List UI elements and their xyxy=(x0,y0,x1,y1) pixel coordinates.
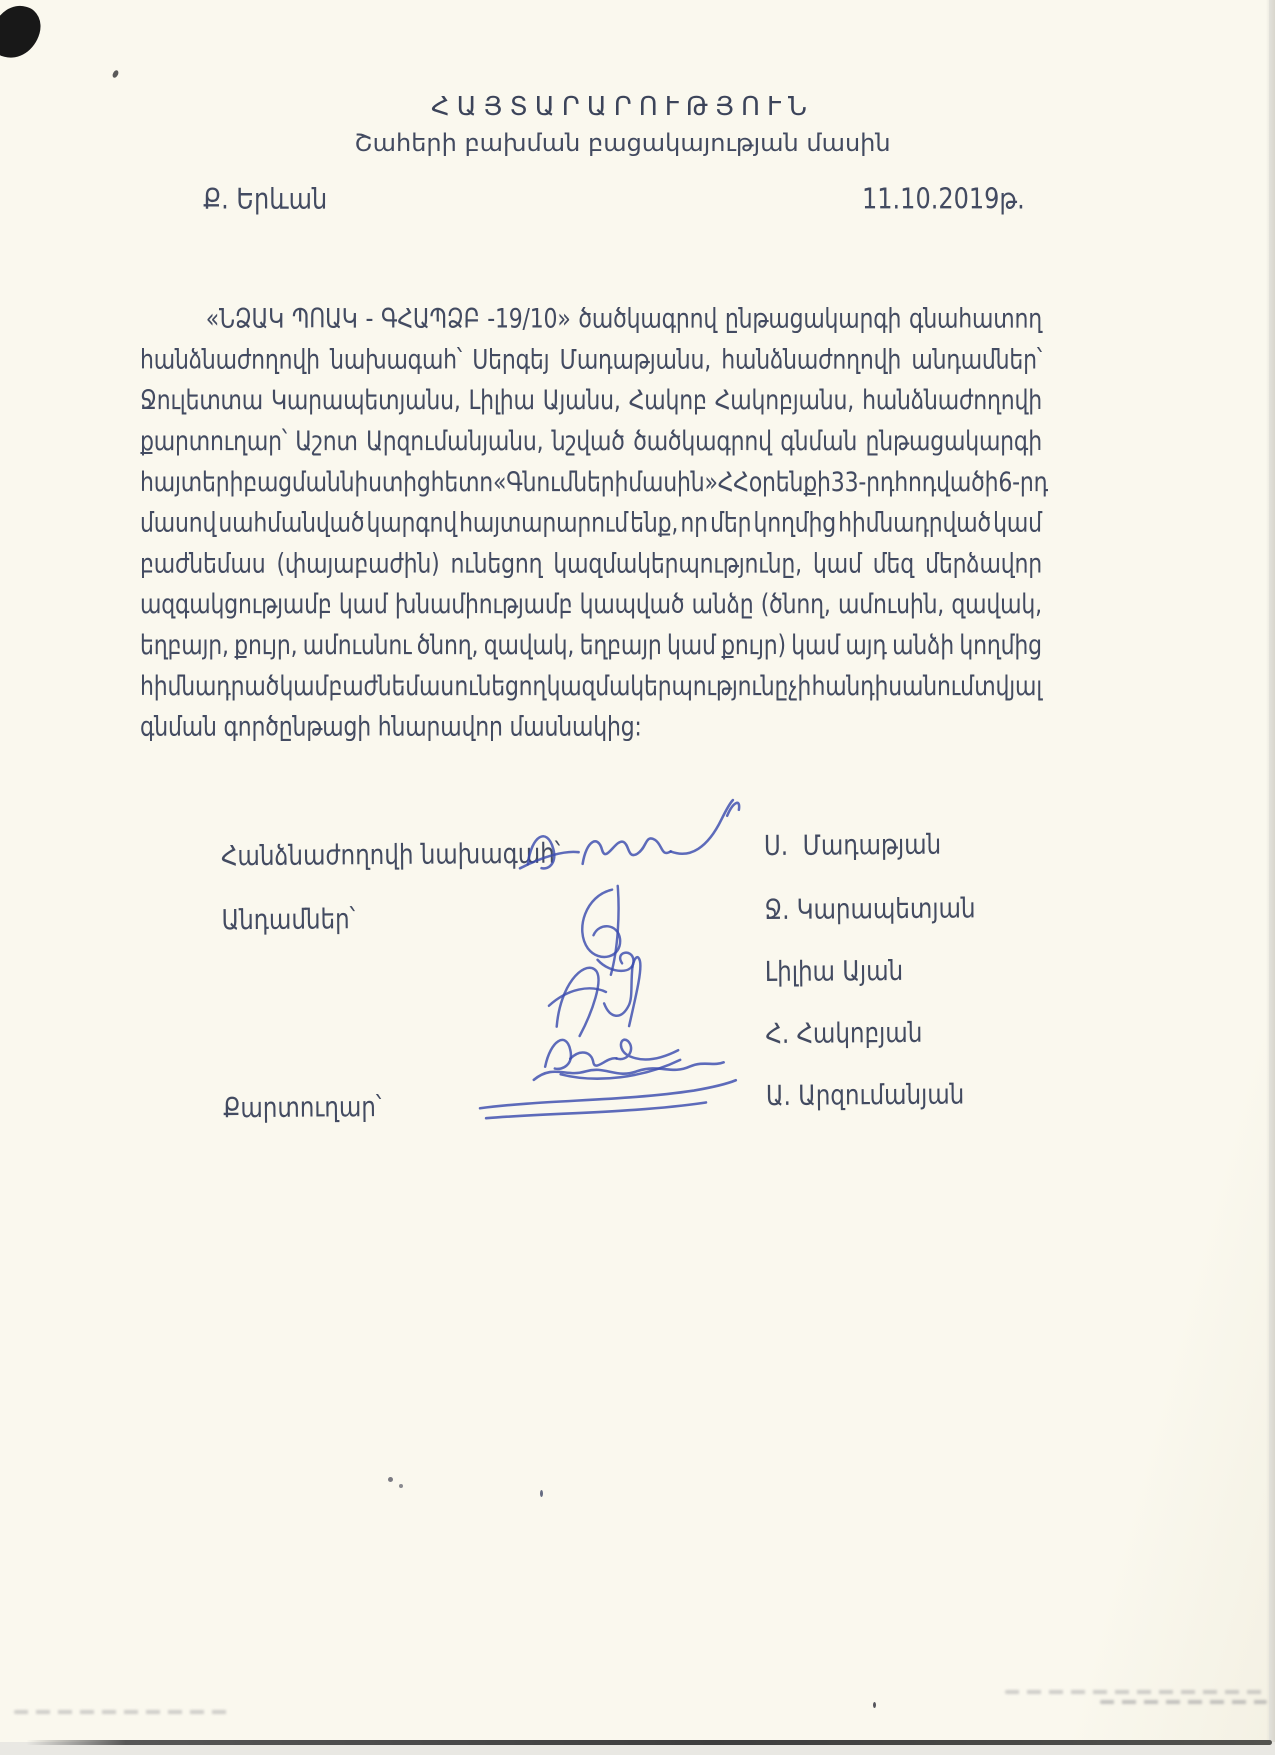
body-line: բաժնեմաս (փայաբաժին) ունեցող կազմակերպությունը, կամ մեզ մերձավոր xyxy=(140,549,1042,580)
date-label: 11.10.2019թ. xyxy=(862,182,1025,216)
chairman-label: Հանձնաժողովի նախագահ՝ xyxy=(220,838,561,873)
member-name-1: Ջ. Կարապետյան xyxy=(764,893,976,927)
secretary-name: Ա. Արզումանյան xyxy=(765,1079,965,1113)
signature-madatyan xyxy=(514,789,750,886)
body-line: ազգակցությամբ կամ խնամիությամբ կապված անձը (ծնող, ամուսին, զավակ, xyxy=(140,590,1042,621)
chairman-name: Ս. Մադաթյան xyxy=(763,829,942,863)
body-line: «ՆՁԱԿ ՊՈԱԿ - ԳՀԱՊՁԲ -19/10» ծածկագրով ընթացակարգի գնահատող xyxy=(205,304,1042,335)
place-label: Ք. Երևան xyxy=(203,182,328,216)
body-line: Ջուլետտա Կարապետյանս, Լիլիա Այանս, Հակոբ Հակոբյանս, հանձնաժողովի xyxy=(140,386,1042,417)
body-line: քարտուղար՝ Աշոտ Արզումանյանս, նշված ծածկագրով գնման ընթացակարգի xyxy=(140,427,1042,458)
body-line: հայտերի բացման նիստից հետո «Գնումների մասին» ՀՀ օրենքի 33-րդ հոդվածի 6-րդ xyxy=(140,468,1049,498)
body-line: մասով սահմանված կարգով հայտարարում ենք, որ մեր կողմից հիմնադրված կամ xyxy=(140,508,1042,539)
body-line: եղբայր, քույր, ամուսնու ծնող, զավակ, եղբայր կամ քույր) կամ այդ անձի կողմից xyxy=(140,631,1042,662)
body-line: հիմնադրած կամ բաժնեմաս ունեցող կազմակերպությունը չի հանդիսանում տվյալ xyxy=(140,672,1042,702)
member-name-2: Լիլիա Այան xyxy=(764,955,904,989)
document-subtitle: Շահերի բախման բացակայության մասին xyxy=(354,129,891,157)
member-name-3: Հ. Հակոբյան xyxy=(765,1017,923,1051)
signature-arzumanyan xyxy=(474,1053,745,1127)
document-title: ՀԱՅՏԱՐԱՐՈՒԹՅՈՒՆ xyxy=(431,92,814,122)
members-label: Անդամներ՝ xyxy=(221,904,356,937)
body-line: հանձնաժողովի նախագահ՝ Սերգեյ Մադաթյանս, հանձնաժողովի անդամներ՝ xyxy=(140,345,1042,376)
secretary-label: Քարտուղար՝ xyxy=(222,1092,382,1125)
body-line: գնման գործընթացի հնարավոր մասնակից: xyxy=(140,712,642,743)
